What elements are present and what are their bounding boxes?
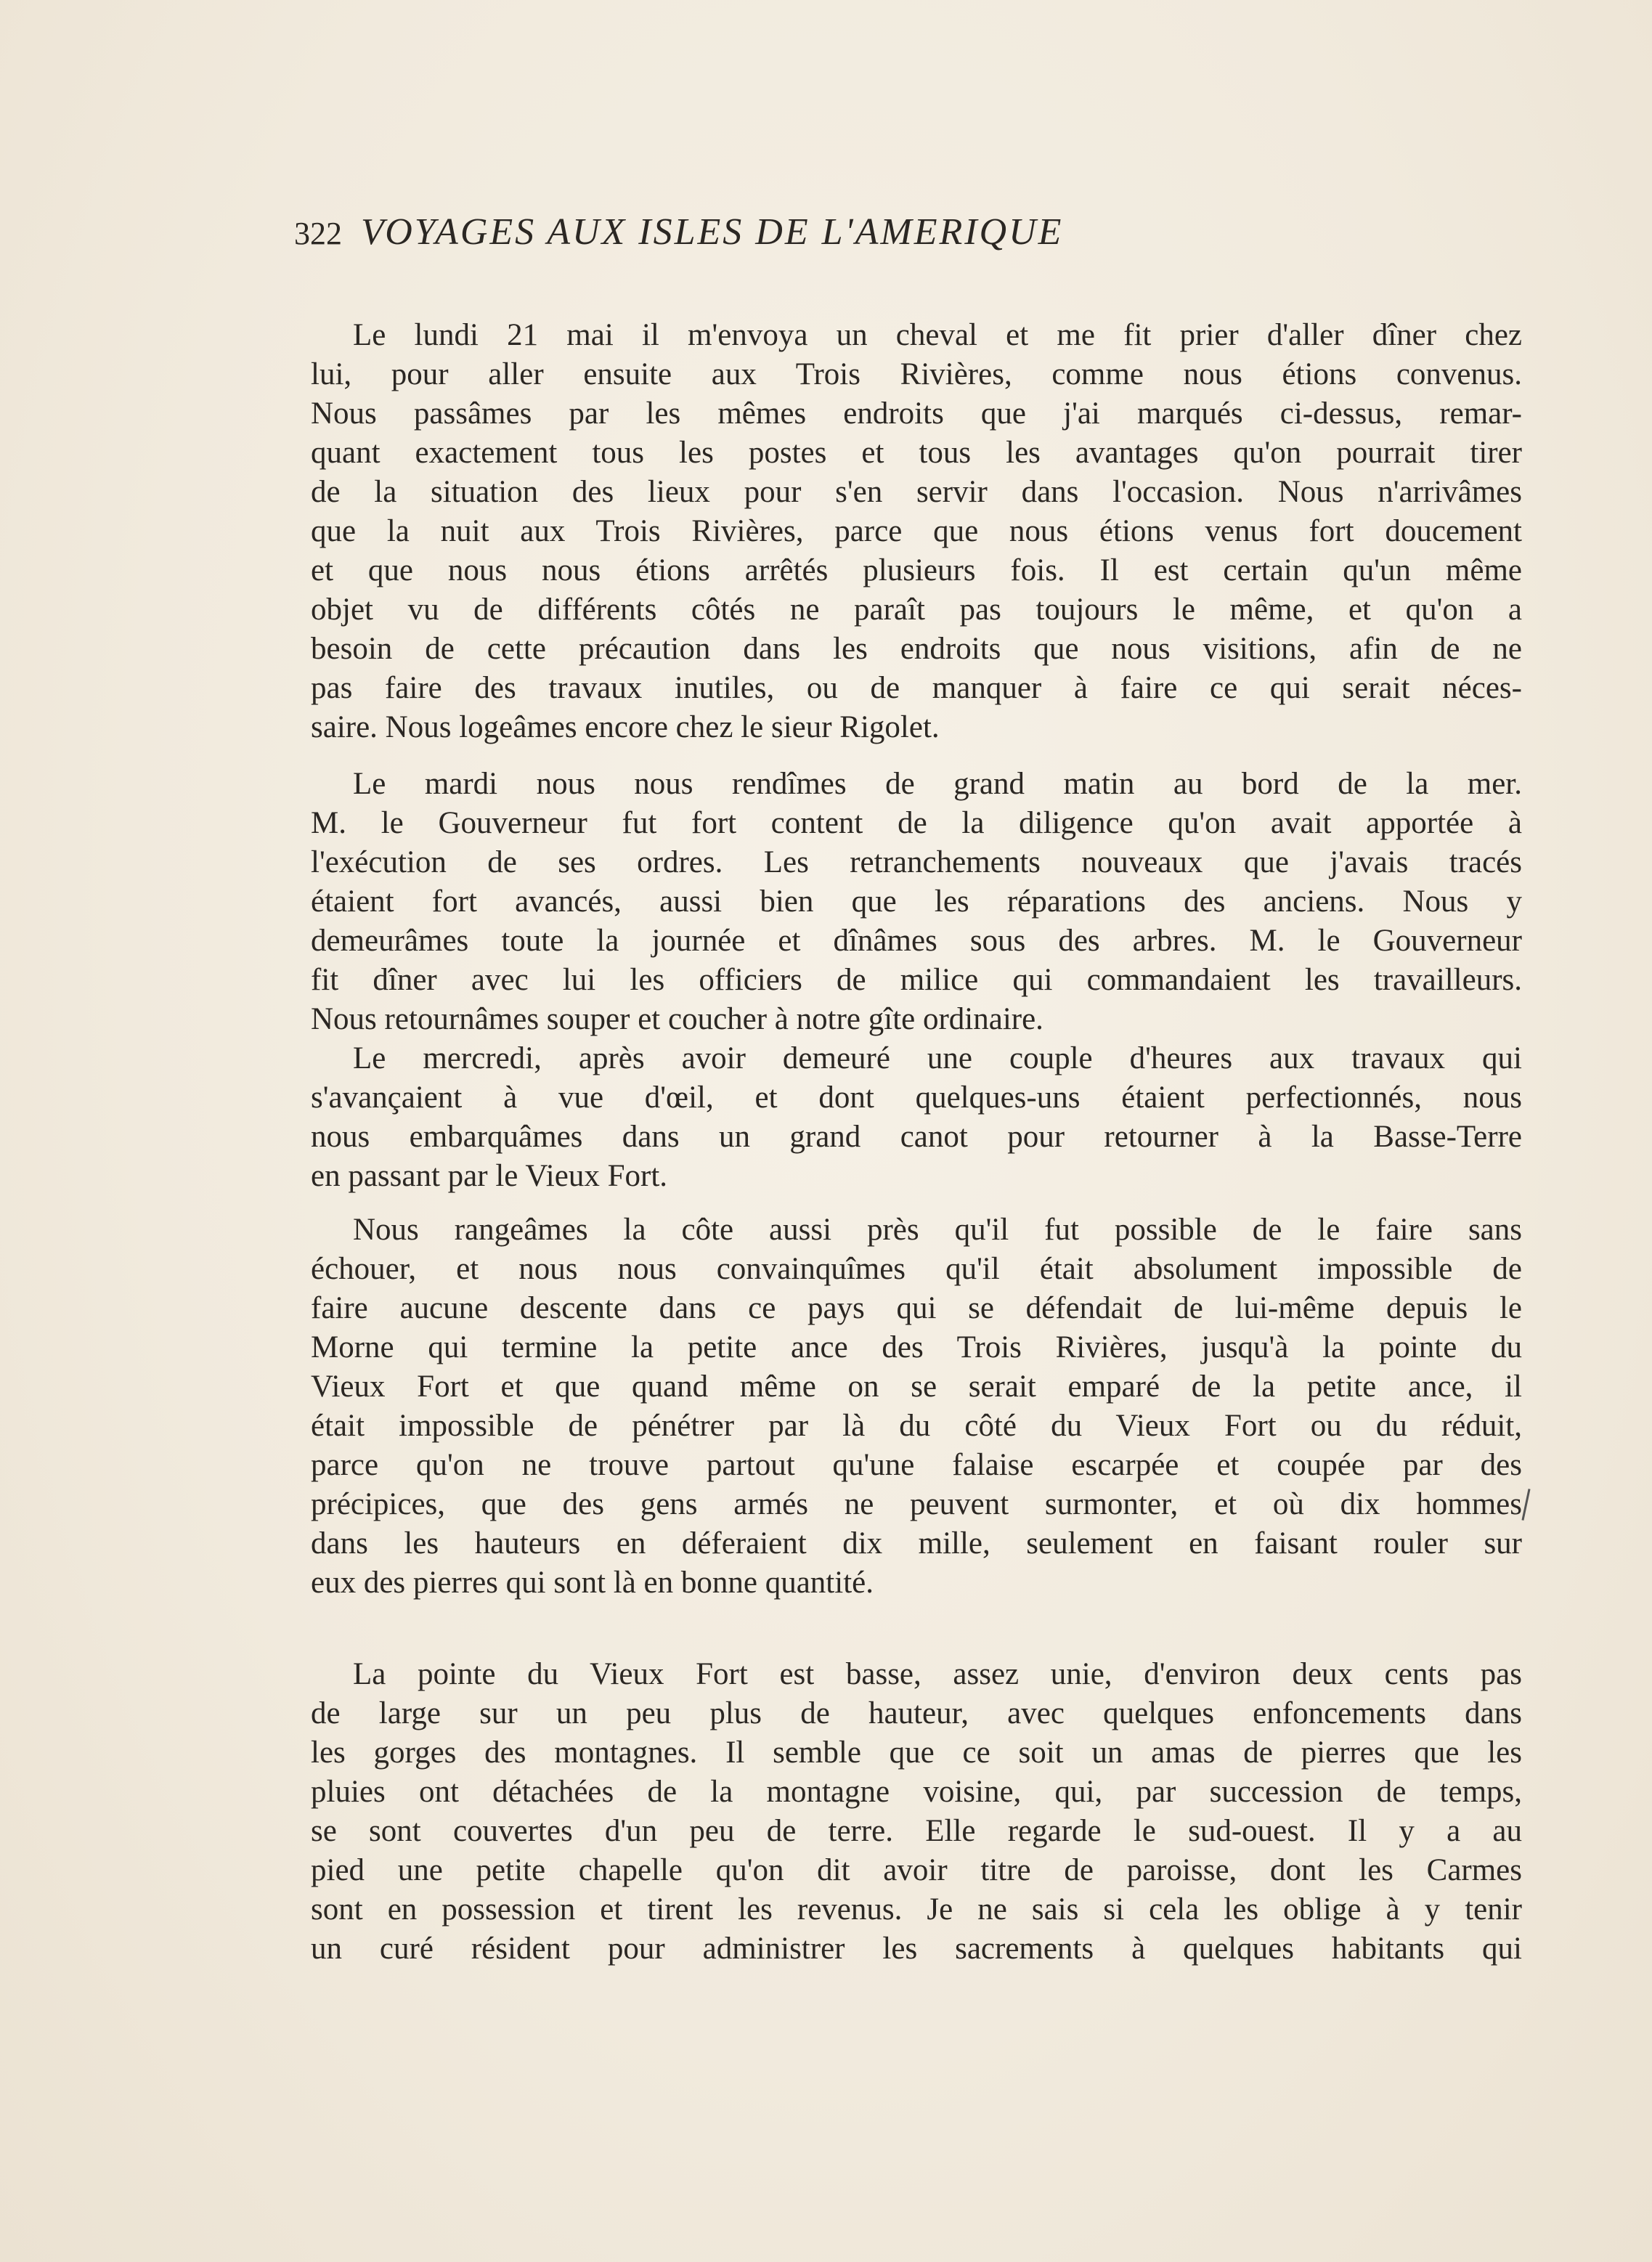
text-line: était impossible de pénétrer par là du côté du Vieux Fort ou du réduit,: [311, 1409, 1522, 1443]
text-line: fit dîner avec lui les officiers de milice qui commandaient les travailleurs.: [311, 963, 1522, 997]
text-line: étaient fort avancés, aussi bien que les réparations des anciens. Nous y: [311, 884, 1522, 919]
text-line: précipices, que des gens armés ne peuvent surmonter, et où dix hommes: [311, 1487, 1522, 1521]
text-line: Nous rangeâmes la côte aussi près qu'il fut possible de le faire sans: [353, 1213, 1522, 1247]
text-line: lui, pour aller ensuite aux Trois Rivières, comme nous étions convenus.: [311, 357, 1522, 391]
text-line: l'exécution de ses ordres. Les retranchements nouveaux que j'avais tracés: [311, 845, 1522, 879]
text-line: parce qu'on ne trouve partout qu'une falaise escarpée et coupée par des: [311, 1448, 1522, 1482]
paragraph: [311, 1655, 1522, 1969]
paragraph: [311, 1211, 1522, 1603]
text-line: Vieux Fort et que quand même on se serait emparé de la petite ance, il: [311, 1370, 1522, 1404]
text-line: échouer, et nous nous convainquîmes qu'il était absolument impossible de: [311, 1252, 1522, 1286]
text-line: Le lundi 21 mai il m'envoya un cheval et me fit prier d'aller dîner chez: [353, 318, 1522, 352]
text-line: nous embarquâmes dans un grand canot pour retourner à la Basse-Terre: [311, 1120, 1522, 1154]
paragraph: [311, 765, 1522, 1039]
text-line: pied une petite chapelle qu'on dit avoir titre de paroisse, dont les Carmes: [311, 1853, 1522, 1887]
body-text: [311, 316, 1522, 1969]
text-line: demeurâmes toute la journée et dînâmes sous des arbres. M. le Gouverneur: [311, 924, 1522, 958]
text-line: Nous retournâmes souper et coucher à notre gîte ordinaire.: [311, 1002, 1043, 1036]
paragraph: [311, 316, 1522, 747]
text-line: pluies ont détachées de la montagne voisine, qui, par succession de temps,: [311, 1775, 1522, 1809]
text-line: un curé résident pour administrer les sacrements à quelques habitants qui: [311, 1932, 1522, 1966]
paragraph: [311, 1039, 1522, 1196]
text-line: objet vu de différents côtés ne paraît pas toujours le même, et qu'on a: [311, 593, 1522, 627]
text-line: que la nuit aux Trois Rivières, parce que nous étions venus fort doucement: [311, 514, 1522, 548]
running-header: [294, 211, 1529, 253]
text-line: Le mardi nous nous rendîmes de grand matin au bord de la mer.: [353, 767, 1522, 801]
text-line: s'avançaient à vue d'œil, et dont quelques-uns étaient perfectionnés, nous: [311, 1081, 1522, 1115]
text-line: en passant par le Vieux Fort.: [311, 1159, 668, 1193]
text-line: La pointe du Vieux Fort est basse, assez unie, d'environ deux cents pas: [353, 1657, 1522, 1691]
text-line: besoin de cette précaution dans les endroits que nous visitions, afin de ne: [311, 632, 1522, 666]
text-line: sont en possession et tirent les revenus. Je ne sais si cela les oblige à y tenir: [311, 1892, 1522, 1927]
page-number: 322: [294, 216, 342, 251]
text-line: M. le Gouverneur fut fort content de la diligence qu'on avait apportée à: [311, 806, 1522, 840]
running-title: VOYAGES AUX ISLES DE L'AMERIQUE: [361, 211, 1064, 253]
margin-pencil-mark: [1521, 1489, 1530, 1521]
text-line: et que nous nous étions arrêtés plusieurs fois. Il est certain qu'un même: [311, 553, 1522, 587]
text-line: pas faire des travaux inutiles, ou de manquer à faire ce qui serait néces-: [311, 671, 1522, 705]
text-line: faire aucune descente dans ce pays qui se défendait de lui-même depuis le: [311, 1291, 1522, 1325]
text-line: dans les hauteurs en déferaient dix mille, seulement en faisant rouler sur: [311, 1526, 1522, 1561]
text-line: les gorges des montagnes. Il semble que ce soit un amas de pierres que les: [311, 1736, 1522, 1770]
text-line: saire. Nous logeâmes encore chez le sieur Rigolet.: [311, 710, 940, 744]
text-line: de la situation des lieux pour s'en servir dans l'occasion. Nous n'arrivâmes: [311, 475, 1522, 509]
text-line: eux des pierres qui sont là en bonne quantité.: [311, 1566, 874, 1600]
text-line: de large sur un peu plus de hauteur, avec quelques enfoncements dans: [311, 1696, 1522, 1730]
text-line: quant exactement tous les postes et tous les avantages qu'on pourrait tirer: [311, 436, 1522, 470]
text-line: se sont couvertes d'un peu de terre. Elle regarde le sud-ouest. Il y a au: [311, 1814, 1522, 1848]
text-line: Le mercredi, après avoir demeuré une couple d'heures aux travaux qui: [353, 1041, 1522, 1075]
text-line: Morne qui termine la petite ance des Trois Rivières, jusqu'à la pointe du: [311, 1330, 1522, 1364]
text-line: Nous passâmes par les mêmes endroits que j'ai marqués ci-dessus, remar-: [311, 396, 1522, 431]
